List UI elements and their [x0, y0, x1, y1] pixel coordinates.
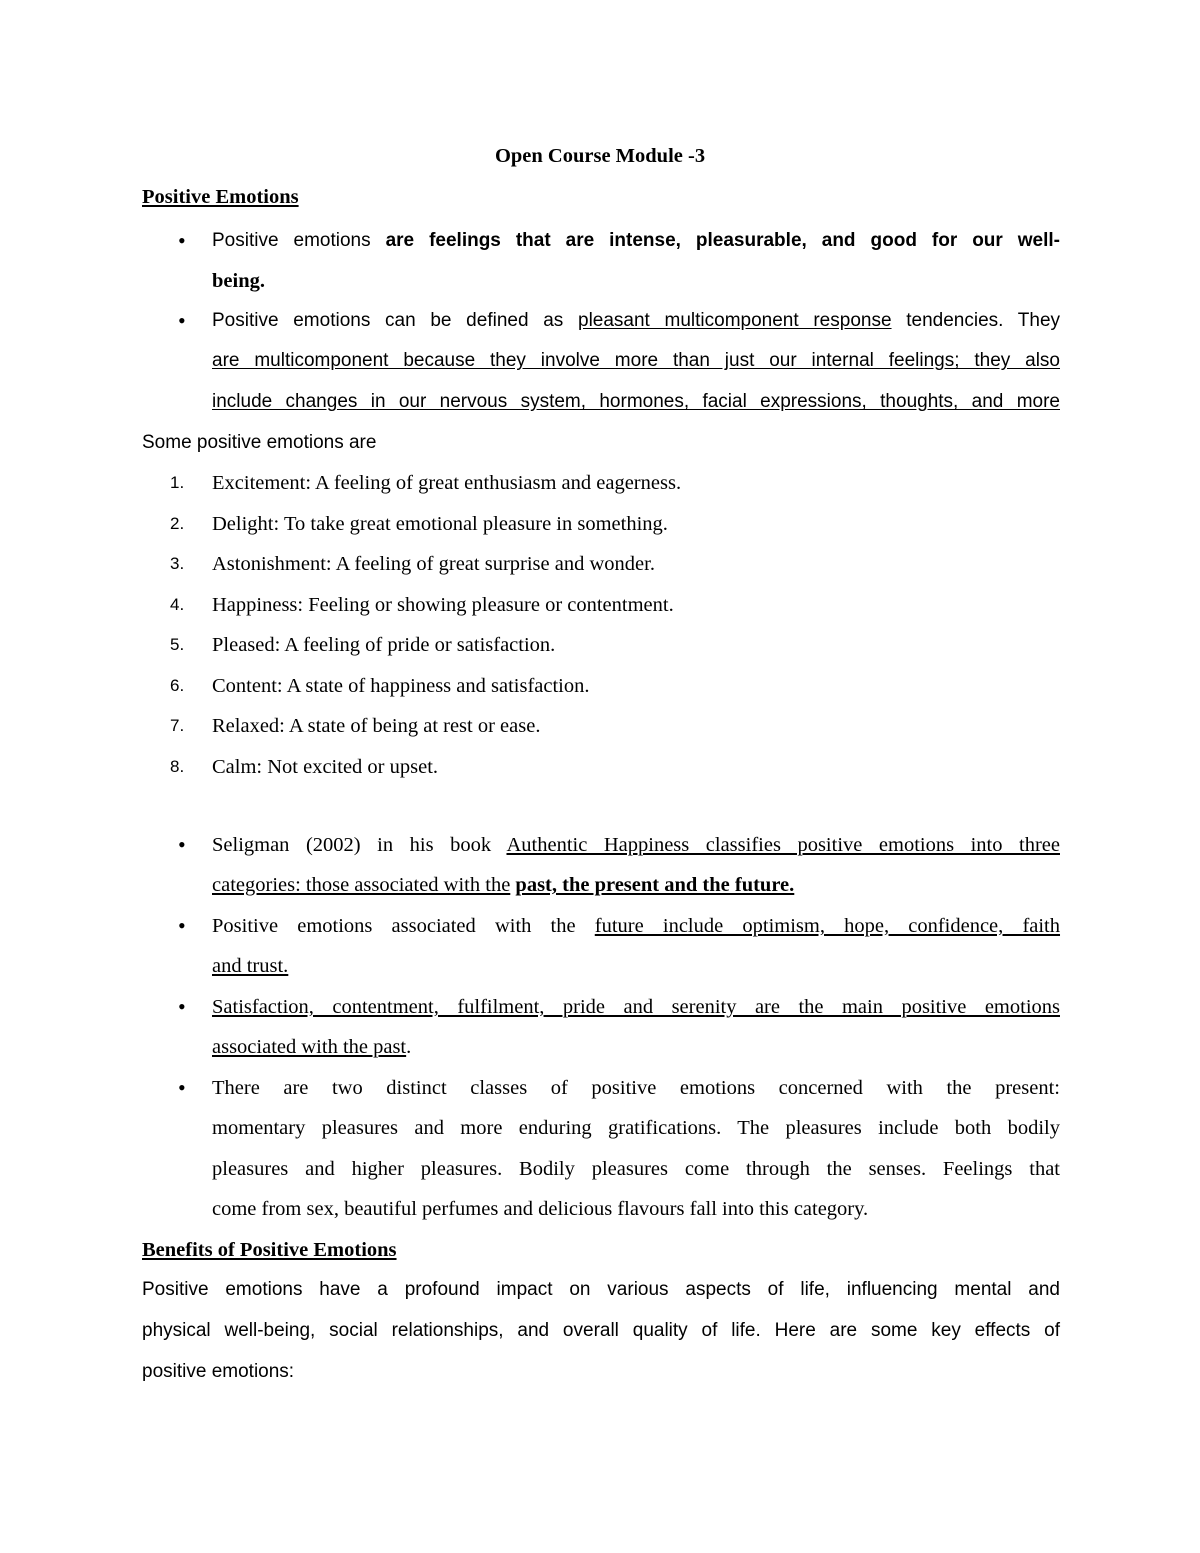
page-title: Open Course Module -3 — [494, 145, 706, 167]
bullet3-line2 — [212, 872, 794, 898]
bullet-icon — [178, 1083, 188, 1093]
bullet1-line2: being. — [212, 270, 265, 292]
bullet5-underlined-cont: associated with the past — [212, 1036, 407, 1058]
bullet4-underlined: future include optimism, hope, confidence, faith — [594, 915, 1061, 937]
bullet5-suffix: . — [406, 1036, 412, 1058]
bullet-icon — [178, 921, 188, 931]
bullet1-line1 — [212, 228, 1060, 254]
list-number: 8. — [170, 757, 185, 776]
list-item: Happiness: Feeling or showing pleasure or contentment. — [212, 594, 674, 616]
section-heading-benefits: Benefits of Positive Emotions — [142, 1239, 397, 1261]
bullet4-line1 — [212, 913, 1060, 939]
list-number: 6. — [170, 676, 185, 695]
list-number: 4. — [170, 595, 185, 614]
bullet4-line2: and trust. — [212, 955, 289, 977]
bullet2-line2: are multicomponent because they involve more than just our internal feelings; they also — [212, 350, 1060, 371]
bullet3-underlined-cont: categories: those associated with the — [212, 874, 511, 896]
bullet1-prefix: Positive emotions — [212, 230, 371, 251]
bullet2-line3: include changes in our nervous system, hormones, facial expressions, thoughts, and more — [212, 391, 1060, 412]
bullet5-line2 — [212, 1034, 411, 1060]
bullet2-prefix: Positive emotions can be defined as — [212, 310, 564, 331]
list-intro: Some positive emotions are — [142, 432, 377, 453]
list-item: Pleased: A feeling of pride or satisfaction. — [212, 634, 556, 656]
bullet3-bold-underlined: past, the present and the future. — [515, 874, 795, 896]
list-item: Excitement: A feeling of great enthusiasm and eagerness. — [212, 472, 682, 494]
list-number: 7. — [170, 716, 185, 735]
bullet1-bold-text: are feelings that are intense, pleasurable, and good for our well- — [385, 230, 1061, 251]
benefits-line1: Positive emotions have a profound impact on various aspects of life, influencing mental and — [142, 1279, 1060, 1300]
bullet-icon — [178, 1002, 188, 1012]
bullet6-line2: momentary pleasures and more enduring gratifications. The pleasures include both bodily — [212, 1117, 1060, 1139]
list-number: 2. — [170, 514, 185, 533]
bullet-icon — [178, 316, 188, 326]
bullet-icon — [178, 236, 188, 246]
bullet2-underlined: pleasant multicomponent response — [578, 310, 892, 331]
list-item: Content: A state of happiness and satisfaction. — [212, 675, 590, 697]
benefits-line3: positive emotions: — [142, 1361, 295, 1382]
list-item: Relaxed: A state of being at rest or ease. — [212, 715, 541, 737]
list-number: 3. — [170, 554, 185, 573]
bullet-icon — [178, 840, 188, 850]
bullet6-line4: come from sex, beautiful perfumes and delicious flavours fall into this category. — [212, 1198, 869, 1220]
bullet2-line1 — [212, 308, 1060, 334]
bullet3-prefix: Seligman (2002) in his book — [212, 834, 492, 856]
list-number: 5. — [170, 635, 185, 654]
bullet5-line1: Satisfaction, contentment, fulfilment, pride and serenity are the main positive emotions — [212, 996, 1060, 1018]
bullet6-line1: There are two distinct classes of positive emotions concerned with the present: — [212, 1077, 1060, 1099]
bullet2-suffix: tendencies. They — [906, 310, 1061, 331]
bullet3-line1 — [212, 832, 1060, 858]
section-heading-positive-emotions: Positive Emotions — [142, 186, 299, 208]
bullet6-line3: pleasures and higher pleasures. Bodily pleasures come through the senses. Feelings that — [212, 1158, 1060, 1180]
list-number: 1. — [170, 473, 185, 492]
benefits-line2: physical well-being, social relationships, and overall quality of life. Here are some key effects of — [142, 1320, 1060, 1341]
bullet4-prefix: Positive emotions associated with the — [212, 915, 576, 937]
list-item: Astonishment: A feeling of great surprise and wonder. — [212, 553, 655, 575]
list-item: Delight: To take great emotional pleasure in something. — [212, 513, 668, 535]
list-item: Calm: Not excited or upset. — [212, 756, 439, 778]
bullet3-underlined: Authentic Happiness classifies positive emotions into three — [506, 834, 1060, 856]
